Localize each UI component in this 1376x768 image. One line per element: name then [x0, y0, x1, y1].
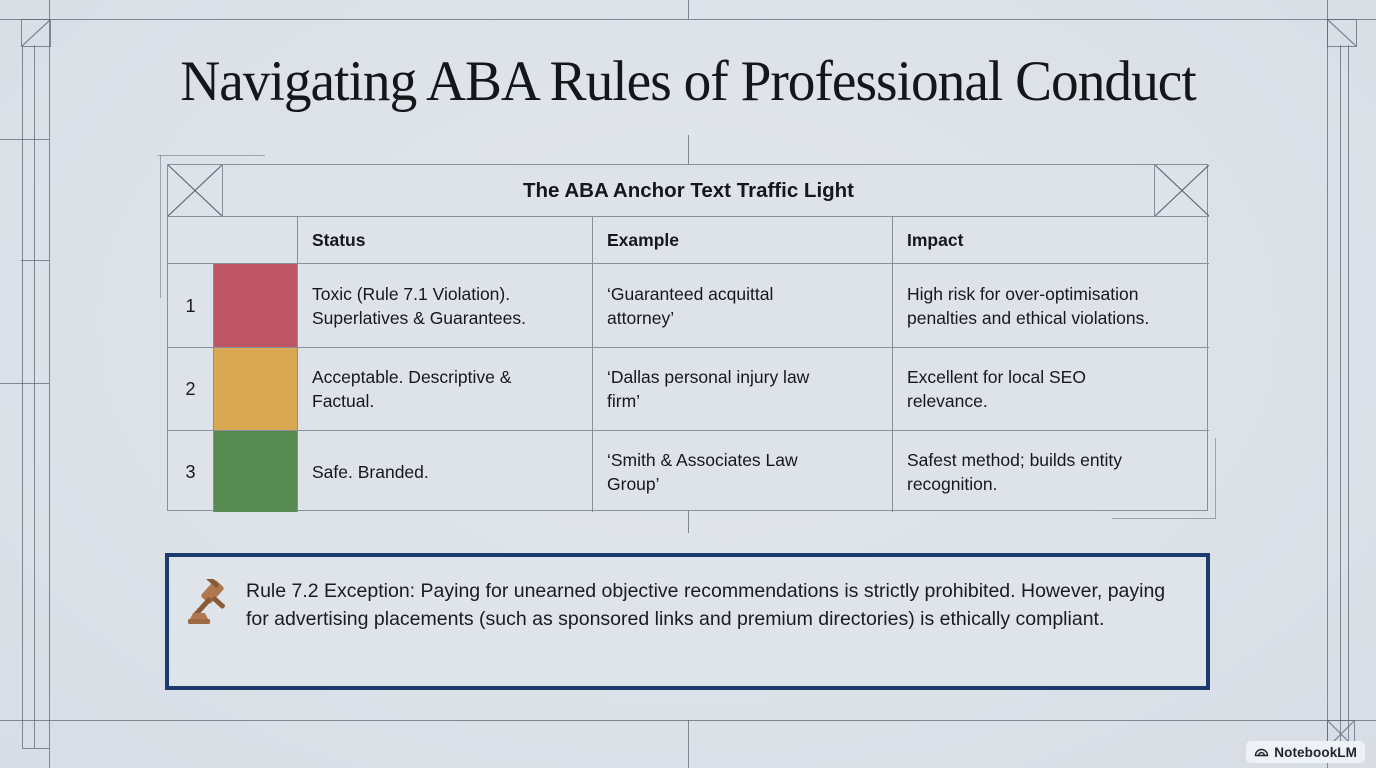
amber-traffic-light-swatch: [214, 348, 298, 431]
status-cell: Acceptable. Descriptive & Factual.: [298, 348, 593, 431]
green-traffic-light-swatch: [214, 431, 298, 512]
frame-corner-box-top-left: [21, 19, 51, 47]
watermark-label: NotebookLM: [1274, 744, 1357, 760]
page-title: Navigating ABA Rules of Professional Conduct: [180, 50, 1196, 113]
traffic-light-table: [167, 164, 1208, 511]
crossed-box-icon: [168, 165, 223, 216]
row-number: 3: [168, 431, 214, 512]
example-cell: ‘Guaranteed acquittal attorney’: [593, 264, 893, 348]
gavel-icon: [186, 579, 230, 627]
example-cell: ‘Dallas personal injury law firm’: [593, 348, 893, 431]
row-number: 2: [168, 348, 214, 431]
rule-exception-callout: [165, 553, 1210, 690]
row-number: 1: [168, 264, 214, 348]
callout-text: Rule 7.2 Exception: Paying for unearned objective recommendations is strictly prohibited. However, paying for advertising placements (such as sponsored links and premium directories) is ethically compliant.: [246, 580, 1166, 630]
impact-cell: High risk for over-optimisation penalties and ethical violations.: [893, 264, 1209, 348]
notebooklm-logo-icon: [1254, 745, 1269, 759]
table-title: The ABA Anchor Text Traffic Light: [522, 178, 855, 202]
status-cell: Toxic (Rule 7.1 Violation). Superlatives & Guarantees.: [298, 264, 593, 348]
red-traffic-light-swatch: [214, 264, 298, 348]
table-title-row: [168, 165, 1209, 217]
crossed-box-icon: [1154, 165, 1209, 216]
notebooklm-watermark: [1246, 741, 1365, 763]
example-cell: ‘Smith & Associates Law Group’: [593, 431, 893, 512]
impact-cell: Safest method; builds entity recognition.: [907, 449, 1122, 494]
status-cell: Safe. Branded.: [298, 431, 593, 512]
column-header-status: Status: [298, 217, 593, 264]
column-header-impact: Impact: [893, 217, 1209, 264]
column-header-example: Example: [593, 217, 893, 264]
frame-corner-box-top-right: [1327, 19, 1357, 47]
impact-cell: Excellent for local SEO relevance.: [893, 348, 1209, 431]
header-blank-cell: [168, 217, 298, 264]
